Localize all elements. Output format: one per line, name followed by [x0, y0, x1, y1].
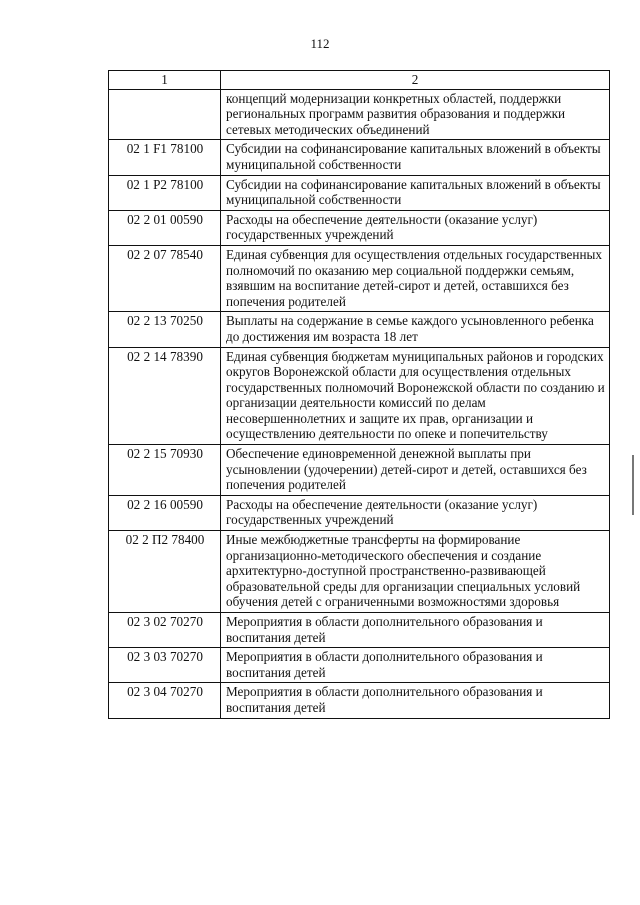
budget-code-cell: 02 2 14 78390	[109, 347, 221, 445]
table-row	[109, 140, 610, 175]
table-row	[109, 683, 610, 718]
budget-code-cell: 02 3 02 70270	[109, 613, 221, 648]
expense-description-cell: Единая субвенция бюджетам муниципальных районов и городских округов Воронежской области для осуществления отдельных государственных полномочий Воронежской области по созданию и организации деятельности комиссий по делам несовершеннолетних и защите их прав, организации и осуществлению деятельности по опеке и попечительству	[221, 347, 610, 445]
expense-description-cell: Мероприятия в области дополнительного образования и воспитания детей	[221, 648, 610, 683]
column-header-code: 1	[109, 71, 221, 90]
expense-description-cell: Иные межбюджетные трансферты на формирование организационно-методического обеспечения и создание архитектурно-доступной пространственно-развивающей образовательной среды для организации специальных условий обучения детей с ограниченными возможностями здоровья	[221, 531, 610, 613]
table-row	[109, 210, 610, 245]
budget-code-cell: 02 2 15 70930	[109, 445, 221, 496]
expense-description-cell: Выплаты на содержание в семье каждого усыновленного ребенка до достижения им возраста 18 лет	[221, 312, 610, 347]
budget-code-cell: 02 1 P2 78100	[109, 175, 221, 210]
table-row	[109, 445, 610, 496]
table-header-row	[109, 71, 610, 90]
budget-code-cell: 02 3 04 70270	[109, 683, 221, 718]
expense-description-cell: Расходы на обеспечение деятельности (оказание услуг) государственных учреждений	[221, 210, 610, 245]
budget-code-cell: 02 2 16 00590	[109, 495, 221, 530]
column-header-description: 2	[221, 71, 610, 90]
table-row	[109, 312, 610, 347]
table-row	[109, 495, 610, 530]
budget-code-cell: 02 2 07 78540	[109, 245, 221, 311]
budget-code-cell: 02 3 03 70270	[109, 648, 221, 683]
expense-description-cell: Единая субвенция для осуществления отдельных государственных полномочий по оказанию мер социальной поддержки семьям, взявшим на воспитание детей-сирот и детей, оставшихся без попечения родителей	[221, 245, 610, 311]
expense-description-cell: Мероприятия в области дополнительного образования и воспитания детей	[221, 683, 610, 718]
table-row	[109, 89, 610, 140]
expense-description-cell: Мероприятия в области дополнительного образования и воспитания детей	[221, 613, 610, 648]
expense-description-cell: Обеспечение единовременной денежной выплаты при усыновлении (удочерении) детей-сирот и детей, оставшихся без попечения родителей	[221, 445, 610, 496]
table-row	[109, 648, 610, 683]
budget-code-cell: 02 2 П2 78400	[109, 531, 221, 613]
expense-description-cell: Субсидии на софинансирование капитальных вложений в объекты муниципальной собственности	[221, 175, 610, 210]
budget-classification-table	[108, 70, 610, 719]
table-row	[109, 347, 610, 445]
expense-description-cell: Расходы на обеспечение деятельности (оказание услуг) государственных учреждений	[221, 495, 610, 530]
budget-code-cell	[109, 89, 221, 140]
table-row	[109, 175, 610, 210]
expense-description-cell: Субсидии на софинансирование капитальных вложений в объекты муниципальной собственности	[221, 140, 610, 175]
expense-description-cell: концепций модернизации конкретных областей, поддержки региональных программ развития образования и поддержки сетевых методических объединений	[221, 89, 610, 140]
table-body	[109, 89, 610, 718]
budget-code-cell: 02 2 13 70250	[109, 312, 221, 347]
budget-code-cell: 02 1 F1 78100	[109, 140, 221, 175]
table-row	[109, 245, 610, 311]
table-row	[109, 613, 610, 648]
scan-edge-mark	[632, 455, 634, 515]
page-number: 112	[310, 36, 330, 51]
budget-code-cell: 02 2 01 00590	[109, 210, 221, 245]
table-row	[109, 531, 610, 613]
